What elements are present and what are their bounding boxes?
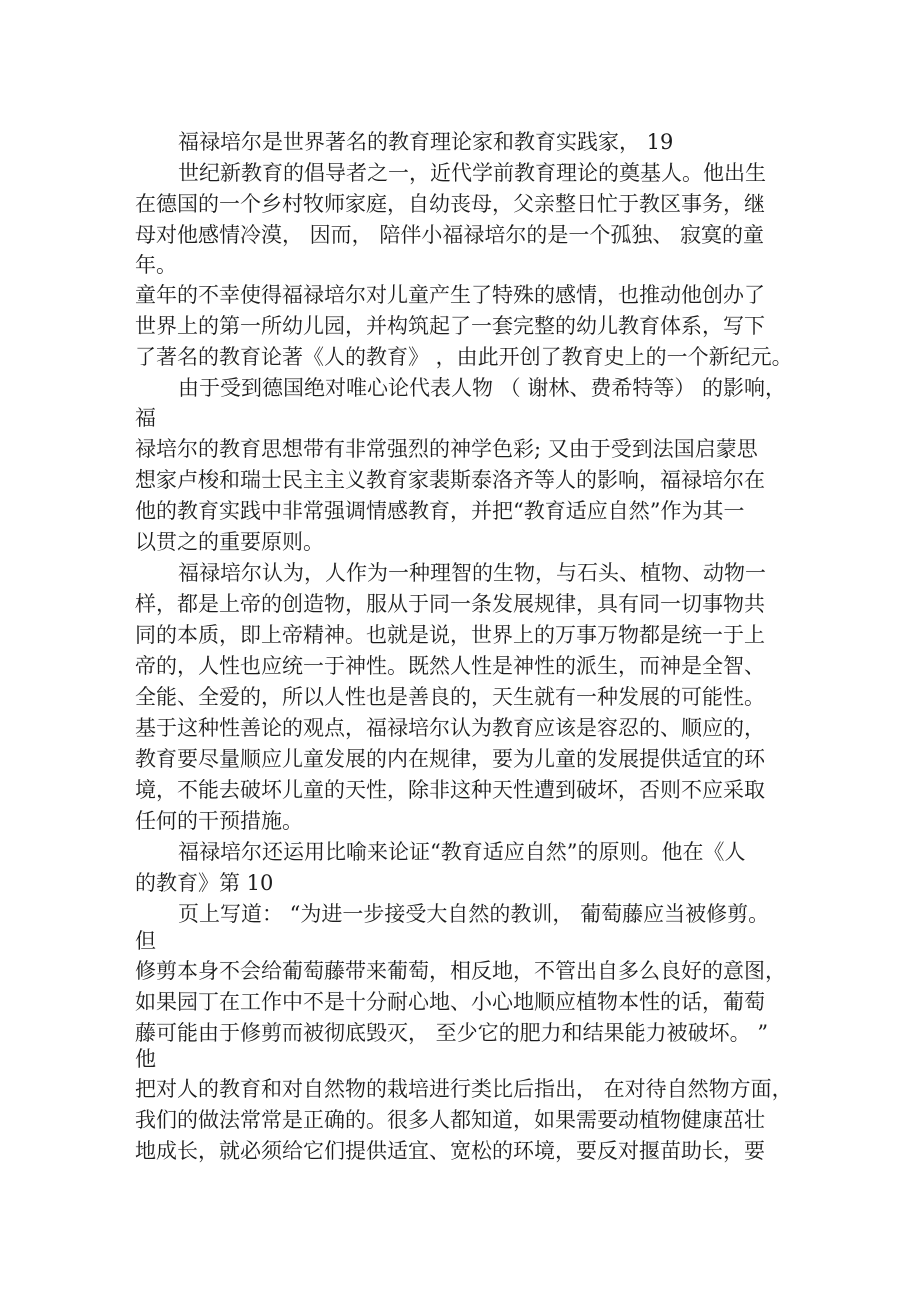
text-line: 禄培尔的教育思想带有非常强烈的神学色彩; 又由于受到法国启蒙思 (135, 437, 758, 461)
text-line: 地成长，就必须给它们提供适宜、宽松的环境，要反对揠苗助长，要 (135, 1139, 765, 1163)
text-line: 藤可能由于修剪而被彻底毁灭， 至少它的肥力和结果能力被破坏。 ” (135, 1021, 769, 1045)
text-line: 把对人的教育和对自然物的栽培进行类比后指出， 在对待自然物方面， (135, 1077, 793, 1101)
text-line: 年。 (135, 253, 177, 277)
text-line: 的教育》第 10 (135, 871, 274, 895)
text-line: 帝的，人性也应统一于神性。既然人性是神性的派生，而神是全智、 (135, 654, 765, 678)
text-line: 任何的干预措施。 (135, 809, 303, 833)
text-line: 福 (135, 406, 156, 430)
text-line: 但 (135, 929, 156, 953)
text-line: 基于这种性善论的观点，福禄培尔认为教育应该是容忍的、顺应的， (135, 716, 765, 740)
text-line: 世界上的第一所幼儿园，并构筑起了一套完整的幼儿教育体系，写下 (135, 314, 765, 338)
text-line: 境，不能去破坏儿童的天性，除非这种天性遭到破坏，否则不应采取 (135, 778, 765, 802)
text-line: 想家卢梭和瑞士民主主义教育家裴斯泰洛齐等人的影响，福禄培尔在 (135, 468, 765, 492)
text-line: 世纪新教育的倡导者之一，近代学前教育理论的奠基人。他出生 (178, 161, 766, 185)
text-line: 母对他感情冷漠， 因而， 陪伴小福禄培尔的是一个孤独、 寂寞的童 (135, 223, 765, 247)
text-line: 教育要尽量顺应儿童发展的内在规律，要为儿童的发展提供适宜的环 (135, 747, 765, 771)
text-line: 他的教育实践中非常强调情感教育，并把“教育适应自然”作为其一 (135, 499, 745, 523)
text-line: 以贯之的重要原则。 (135, 530, 324, 554)
text-line: 页上写道： “为进一步接受大自然的教训， 葡萄藤应当被修剪。 (178, 902, 770, 926)
text-line: 福禄培尔还运用比喻来论证“教育适应自然”的原则。他在《人 (178, 840, 746, 864)
text-line: 修剪本身不会给葡萄藤带来葡萄，相反地，不管出自多么良好的意图， (135, 959, 786, 983)
text-line: 同的本质，即上帝精神。也就是说，世界上的万事万物都是统一于上 (135, 623, 765, 647)
text-line: 我们的做法常常是正确的。很多人都知道，如果需要动植物健康茁壮 (135, 1108, 765, 1132)
text-line: 了著名的教育论著《人的教育》 ，由此开创了教育史上的一个新纪元。 (135, 345, 793, 369)
text-line: 如果园丁在工作中不是十分耐心地、小心地顺应植物本性的话，葡萄 (135, 990, 765, 1014)
text-line: 福禄培尔认为，人作为一种理智的生物，与石头、植物、动物一 (178, 561, 766, 585)
text-line: 样，都是上帝的创造物，服从于同一条发展规律，具有同一切事物共 (135, 592, 765, 616)
text-line: 在德国的一个乡村牧师家庭，自幼丧母，父亲整日忙于教区事务，继 (135, 192, 765, 216)
text-line: 全能、全爱的，所以人性也是善良的，天生就有一种发展的可能性。 (135, 685, 765, 709)
text-line: 福禄培尔是世界著名的教育理论家和教育实践家， 19 (178, 130, 674, 154)
text-line: 童年的不幸使得福禄培尔对儿童产生了特殊的感情，也推动他创办了 (135, 283, 765, 307)
text-line: 由于受到德国绝对唯心论代表人物 （ 谢林、费希特等） 的影响， (178, 376, 787, 400)
text-line: 他 (135, 1047, 156, 1071)
